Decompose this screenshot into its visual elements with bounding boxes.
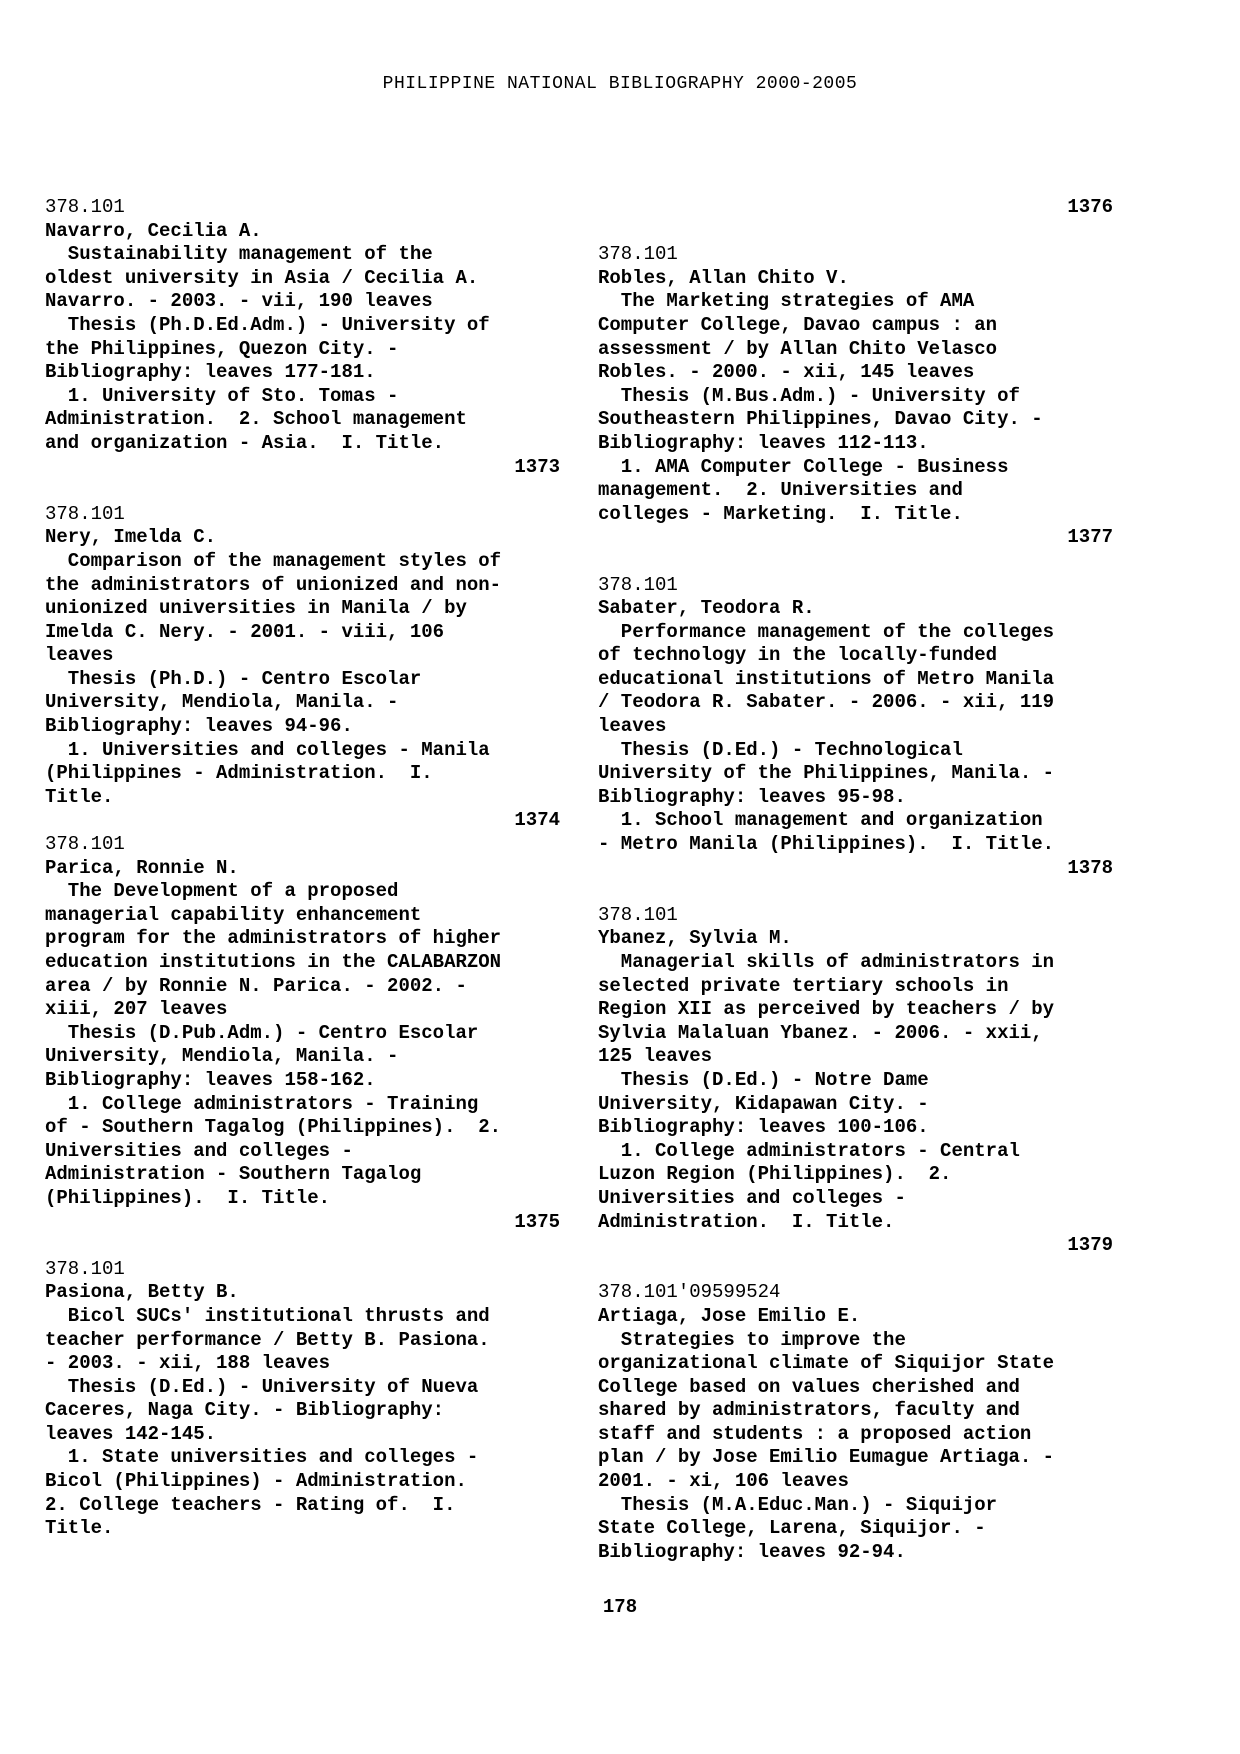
entry-line: (Philippines - Administration. I.: [45, 762, 433, 785]
call-number: 378.101: [45, 1257, 125, 1280]
entry-number: 1379: [1067, 1234, 1113, 1257]
entry-line: Managerial skills of administrators in: [598, 951, 1055, 973]
entry-line: Bicol SUCs' institutional thrusts and: [45, 1304, 490, 1327]
entry-line: Bibliography: leaves 95-98.: [598, 785, 906, 808]
entry-line: Thesis (D.Pub.Adm.) - Centro Escolar: [45, 1021, 479, 1044]
entry-line: unionized universities in Manila / by: [45, 597, 467, 620]
entry-line: Parica, Ronnie N.: [45, 856, 239, 879]
right-column: [598, 196, 1113, 1564]
entry-line: Bibliography: leaves 112-113.: [598, 431, 929, 454]
entry-number: 1375: [514, 1210, 560, 1233]
entry-line: shared by administrators, faculty and: [598, 1399, 1020, 1422]
entry-line: Sustainability management of the: [45, 243, 433, 266]
entry-number: 1373: [514, 455, 560, 478]
entry-line: (Philippines). I. Title.: [45, 1186, 331, 1209]
entry-line: College based on values cherished and: [598, 1375, 1020, 1398]
entry-line: Imelda C. Nery. - 2001. - viii, 106: [45, 620, 445, 643]
entry-line: Nery, Imelda C.: [45, 526, 217, 549]
entry-line: area / by Ronnie N. Parica. - 2002. -: [45, 974, 467, 997]
entry-line: management. 2. Universities and: [598, 479, 963, 502]
entry-line: assessment / by Allan Chito Velasco: [598, 337, 998, 360]
entry-line: Comparison of the management styles of: [45, 549, 502, 572]
entry-line: 1. College administrators - Training: [45, 1092, 479, 1115]
entry-line: organizational climate of Siquijor State: [598, 1352, 1055, 1375]
entry-line: the Philippines, Quezon City. -: [45, 337, 399, 360]
call-number: 378.101'09599524: [598, 1281, 781, 1304]
entry-line: Pasiona, Betty B.: [45, 1281, 239, 1304]
entry-line: 2. College teachers - Rating of. I.: [45, 1493, 456, 1516]
entry-line: program for the administrators of higher: [45, 927, 502, 950]
entry-line: and organization - Asia. I. Title.: [45, 431, 445, 454]
entry-line: Bicol (Philippines) - Administration.: [45, 1470, 467, 1493]
entry-line: [598, 880, 1113, 904]
entry-line: Sabater, Teodora R.: [598, 597, 815, 620]
entry-line: Thesis (Ph.D.Ed.Adm.) - University of: [45, 313, 490, 336]
entry-line: educational institutions of Metro Manila: [598, 667, 1055, 690]
entry-line: oldest university in Asia / Cecilia A.: [45, 266, 479, 289]
entry-number: 1377: [1067, 526, 1113, 549]
entry-line: Navarro, Cecilia A.: [45, 219, 262, 242]
entry-line: staff and students : a proposed action: [598, 1422, 1032, 1445]
call-number: 378.101: [598, 903, 678, 926]
entry-line: 1. University of Sto. Tomas -: [45, 384, 399, 407]
entry-line: Universities and colleges -: [45, 1139, 353, 1162]
entry-line: 1. Universities and colleges - Manila: [45, 738, 490, 761]
left-column: [45, 196, 560, 1541]
entry-line: Robles. - 2000. - xii, 145 leaves: [598, 361, 975, 384]
call-number: 378.101: [598, 243, 678, 266]
entry-line: State College, Larena, Siquijor. -: [598, 1517, 986, 1540]
entry-line: Universities and colleges -: [598, 1186, 906, 1209]
entry-line: Southeastern Philippines, Davao City. -: [598, 408, 1043, 431]
call-number: 378.101: [598, 573, 678, 596]
entry-line: - Metro Manila (Philippines). I. Title.: [598, 833, 1055, 856]
entry-line: 2001. - xi, 106 leaves: [598, 1470, 849, 1493]
entry-line: Administration. 2. School management: [45, 408, 467, 431]
entry-line: Strategies to improve the: [598, 1328, 906, 1351]
entry-line: University, Mendiola, Manila. -: [45, 1045, 399, 1068]
page-header: PHILIPPINE NATIONAL BIBLIOGRAPHY 2000-2005: [382, 74, 858, 94]
entry-line: [45, 1234, 560, 1258]
entry-line: of - Southern Tagalog (Philippines). 2.: [45, 1116, 502, 1139]
entry-line: The Marketing strategies of AMA: [598, 290, 975, 313]
entry-line: Sylvia Malaluan Ybanez. - 2006. - xxii,: [598, 1021, 1043, 1044]
entry-line: Administration. I. Title.: [598, 1210, 895, 1233]
entry-line: 125 leaves: [598, 1045, 713, 1068]
entry-line: [598, 1258, 1113, 1282]
entry-line: plan / by Jose Emilio Eumague Artiaga. -: [598, 1446, 1055, 1469]
entry-line: Bibliography: leaves 100-106.: [598, 1116, 929, 1139]
entry-line: Region XII as perceived by teachers / by: [598, 998, 1055, 1021]
call-number: 378.101: [45, 196, 125, 218]
entry-line: Bibliography: leaves 177-181.: [45, 361, 376, 384]
call-number: 378.101: [45, 833, 125, 856]
entry-line: education institutions in the CALABARZON: [45, 951, 502, 973]
entry-line: leaves: [598, 715, 667, 738]
entry-line: Navarro. - 2003. - vii, 190 leaves: [45, 290, 433, 313]
entry-line: teacher performance / Betty B. Pasiona.: [45, 1328, 490, 1351]
entry-number: 1374: [514, 809, 560, 832]
entry-line: University, Mendiola, Manila. -: [45, 691, 399, 714]
entry-line: managerial capability enhancement: [45, 903, 422, 926]
entry-line: Artiaga, Jose Emilio E.: [598, 1304, 861, 1327]
entry-line: Thesis (D.Ed.) - Technological: [598, 738, 963, 761]
call-number: 378.101: [45, 502, 125, 525]
entry-line: 1. State universities and colleges -: [45, 1446, 479, 1469]
entry-line: [598, 550, 1113, 574]
entry-line: Ybanez, Sylvia M.: [598, 927, 792, 950]
entry-line: The Development of a proposed: [45, 880, 399, 903]
entry-line: of technology in the locally-funded: [598, 644, 998, 667]
entry-line: Performance management of the colleges: [598, 620, 1055, 643]
entry-line: Bibliography: leaves 94-96.: [45, 715, 353, 738]
entry-line: Thesis (M.A.Educ.Man.) - Siquijor: [598, 1493, 998, 1516]
entry-line: Bibliography: leaves 92-94.: [598, 1540, 906, 1563]
entry-line: Robles, Allan Chito V.: [598, 266, 849, 289]
entry-line: [598, 220, 1113, 244]
entry-line: Thesis (Ph.D.) - Centro Escolar: [45, 667, 422, 690]
entry-line: 1. AMA Computer College - Business: [598, 455, 1009, 478]
entry-line: University of the Philippines, Manila. -: [598, 762, 1055, 785]
entry-line: leaves: [45, 644, 114, 667]
entry-line: the administrators of unionized and non-: [45, 573, 502, 596]
entry-line: Administration - Southern Tagalog: [45, 1163, 422, 1186]
entry-number: 1378: [1067, 856, 1113, 879]
entry-line: University, Kidapawan City. -: [598, 1092, 929, 1115]
entry-line: - 2003. - xii, 188 leaves: [45, 1352, 331, 1375]
entry-line: leaves 142-145.: [45, 1422, 217, 1445]
entry-line: / Teodora R. Sabater. - 2006. - xii, 119: [598, 691, 1055, 714]
entry-line: [45, 479, 560, 503]
entry-line: Title.: [45, 785, 114, 808]
entry-line: Thesis (D.Ed.) - University of Nueva: [45, 1375, 479, 1398]
entry-line: Computer College, Davao campus : an: [598, 313, 998, 336]
entry-line: Caceres, Naga City. - Bibliography:: [45, 1399, 445, 1422]
entry-line: Luzon Region (Philippines). 2.: [598, 1163, 952, 1186]
entry-number: 1376: [1067, 196, 1113, 218]
entry-line: selected private tertiary schools in: [598, 974, 1009, 997]
entry-line: 1. College administrators - Central: [598, 1139, 1020, 1162]
entry-line: xiii, 207 leaves: [45, 998, 228, 1021]
page-number: 178: [602, 1596, 638, 1618]
entry-line: 1. School management and organization: [598, 809, 1043, 832]
entry-line: Thesis (M.Bus.Adm.) - University of: [598, 384, 1020, 407]
entry-line: colleges - Marketing. I. Title.: [598, 502, 963, 525]
entry-line: Thesis (D.Ed.) - Notre Dame: [598, 1068, 929, 1091]
entry-line: Bibliography: leaves 158-162.: [45, 1068, 376, 1091]
entry-line: Title.: [45, 1517, 114, 1540]
